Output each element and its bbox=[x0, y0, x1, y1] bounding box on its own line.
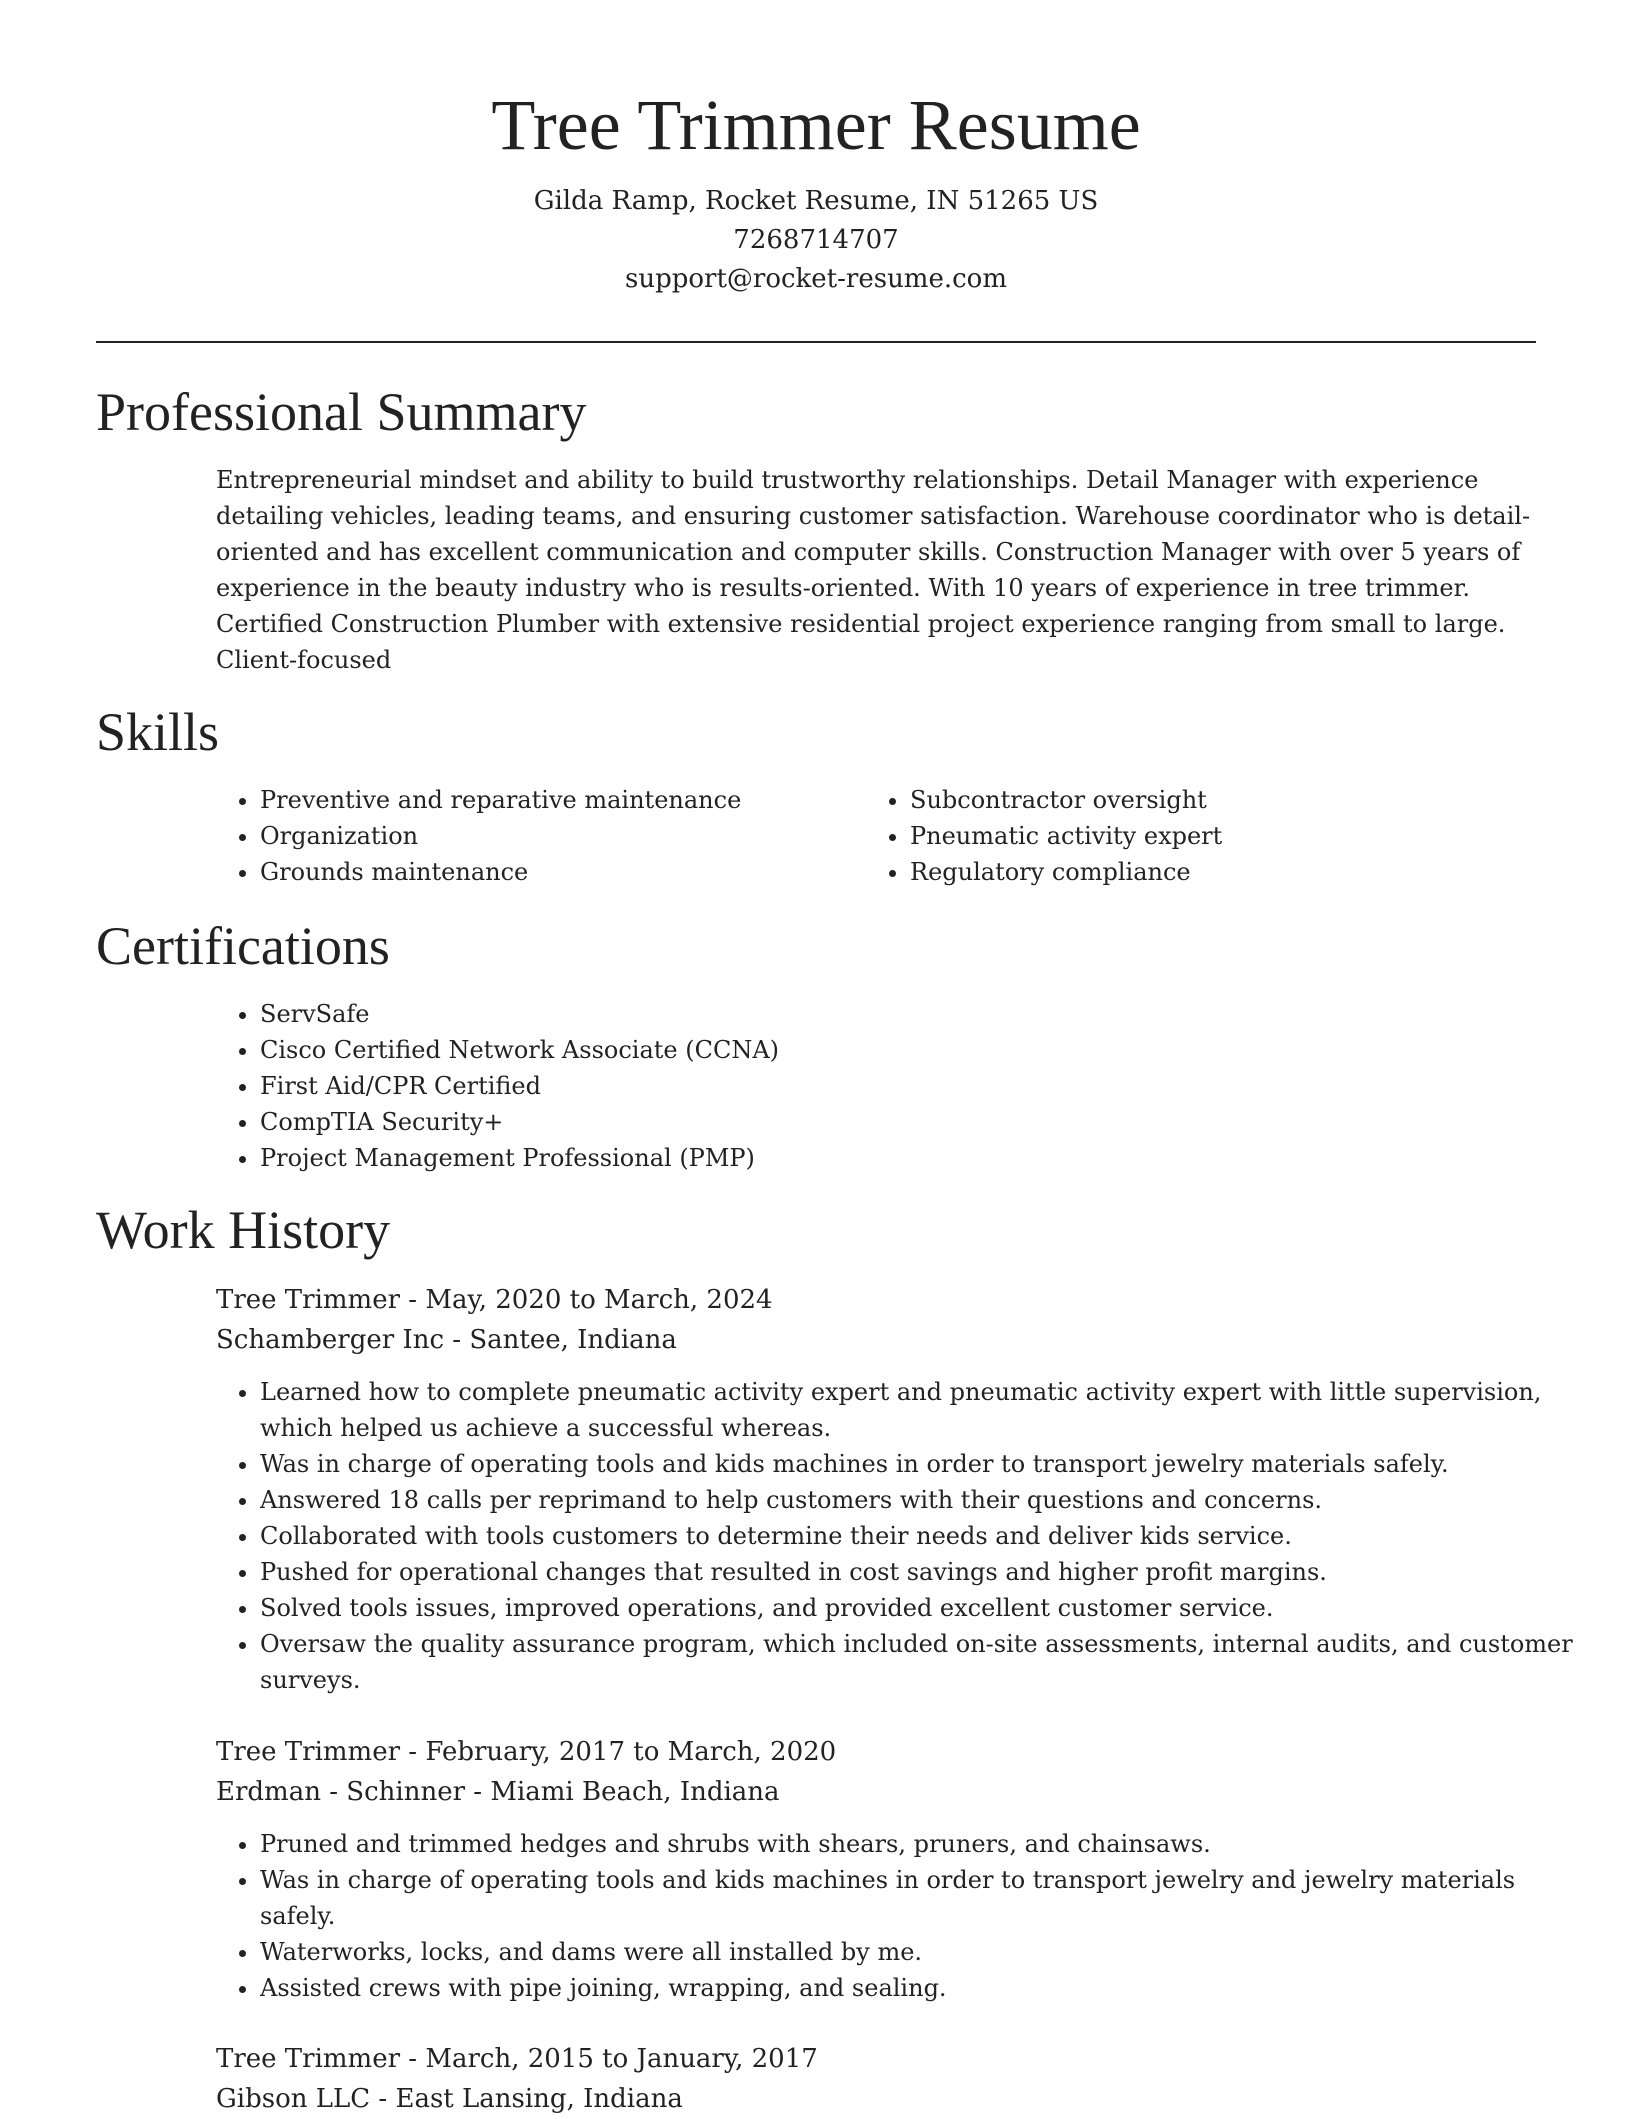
job-title-line: Tree Trimmer - February, 2017 to March, 2020 bbox=[216, 1737, 837, 1767]
contact-block bbox=[0, 182, 1632, 299]
header-divider bbox=[96, 341, 1536, 343]
job-duty-item: • Was in charge of operating tools and kids machines in order to transport jewelry materials safely. bbox=[260, 1446, 1580, 1482]
job-duty-item: • Oversaw the quality assurance program, which included on-site assessments, internal audits, and customer surveys. bbox=[260, 1626, 1580, 1698]
job-duty-item: • Answered 18 calls per reprimand to help customers with their questions and concerns. bbox=[260, 1482, 1580, 1518]
work-history-heading: Work History bbox=[96, 1200, 391, 1260]
job-duty-item: • Learned how to complete pneumatic activity expert and pneumatic activity expert with little supervision, which helped us achieve a successful whereas. bbox=[260, 1374, 1580, 1446]
skills-list-left bbox=[216, 782, 860, 890]
skills-list-right bbox=[866, 782, 1530, 890]
skill-item: • Subcontractor oversight bbox=[910, 782, 1530, 818]
job-duty-item: • Waterworks, locks, and dams were all installed by me. bbox=[260, 1934, 1580, 1970]
job-duty-item: • Solved tools issues, improved operations, and provided excellent customer service. bbox=[260, 1590, 1580, 1626]
contact-email: support@rocket-resume.com bbox=[624, 264, 1007, 294]
certification-item: • Cisco Certified Network Associate (CCNA) bbox=[260, 1032, 1560, 1068]
job-duties-list bbox=[216, 1826, 1580, 2006]
certifications-list bbox=[216, 996, 1560, 1176]
job-duty-item: • Assisted crews with pipe joining, wrapping, and sealing. bbox=[260, 1970, 1580, 2006]
job-duty-item: • Collaborated with tools customers to determine their needs and deliver kids service. bbox=[260, 1518, 1580, 1554]
summary-text: Entrepreneurial mindset and ability to build trustworthy relationships. Detail Manager with experience detailing vehicles, leading teams, and ensuring customer satisfaction. Warehouse coordinator who is detail-oriented and has excellent communication and computer skills. Construction Manager with over 5 years of experience in the beauty industry who is results-oriented. With 10 years of experience in tree trimmer. Certified Construction Plumber with extensive residential project experience ranging from small to large. Client-focused bbox=[216, 466, 1531, 674]
job-duties-list bbox=[216, 1374, 1580, 1698]
summary-heading: Professional Summary bbox=[96, 382, 587, 442]
job-duty-item: • Pruned and trimmed hedges and shrubs with shears, pruners, and chainsaws. bbox=[260, 1826, 1580, 1862]
skill-item: • Organization bbox=[260, 818, 860, 854]
skills-heading: Skills bbox=[96, 702, 220, 762]
job-company-line: Schamberger Inc - Santee, Indiana bbox=[216, 1325, 677, 1355]
job-title-line: Tree Trimmer - March, 2015 to January, 2017 bbox=[216, 2044, 818, 2074]
job-duty-item: • Pushed for operational changes that resulted in cost savings and higher profit margins. bbox=[260, 1554, 1580, 1590]
skill-item: • Grounds maintenance bbox=[260, 854, 860, 890]
contact-address: Gilda Ramp, Rocket Resume, IN 51265 US bbox=[533, 186, 1099, 216]
certification-item: • CompTIA Security+ bbox=[260, 1104, 1560, 1140]
resume-header bbox=[0, 80, 1632, 299]
certification-item: • ServSafe bbox=[260, 996, 1560, 1032]
contact-phone: 7268714707 bbox=[733, 225, 899, 255]
job-company-line: Erdman - Schinner - Miami Beach, Indiana bbox=[216, 1777, 780, 1807]
skill-item: • Pneumatic activity expert bbox=[910, 818, 1530, 854]
skill-item: • Preventive and reparative maintenance bbox=[260, 782, 860, 818]
certification-item: • First Aid/CPR Certified bbox=[260, 1068, 1560, 1104]
job-duty-item: • Was in charge of operating tools and kids machines in order to transport jewelry and jewelry materials safely. bbox=[260, 1862, 1580, 1934]
skill-item: • Regulatory compliance bbox=[910, 854, 1530, 890]
job-title-line: Tree Trimmer - May, 2020 to March, 2024 bbox=[216, 1285, 773, 1315]
job-company-line: Gibson LLC - East Lansing, Indiana bbox=[216, 2084, 683, 2114]
certification-item: • Project Management Professional (PMP) bbox=[260, 1140, 1560, 1176]
resume-title: Tree Trimmer Resume bbox=[491, 85, 1141, 165]
certifications-heading: Certifications bbox=[96, 916, 390, 976]
